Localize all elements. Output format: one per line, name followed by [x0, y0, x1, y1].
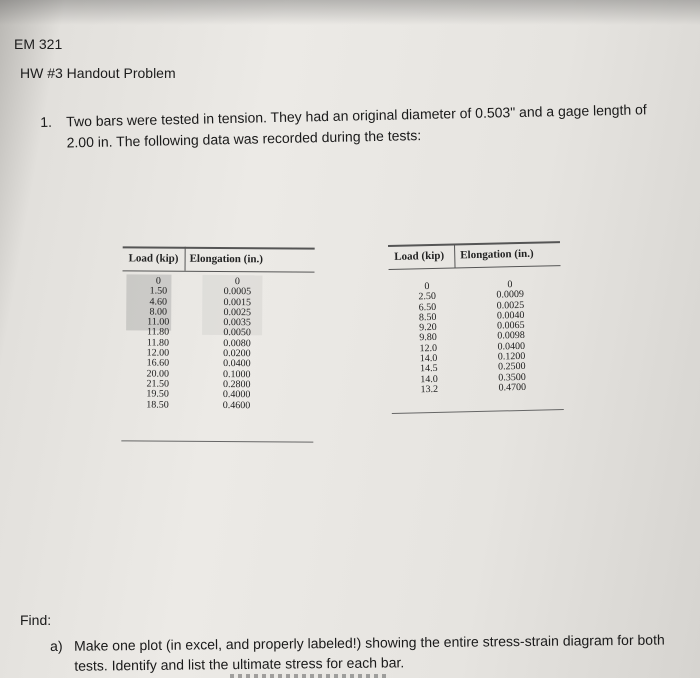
table-cell: 0.2500 — [497, 361, 526, 373]
find-label: Find: — [20, 612, 52, 628]
table-cell: 0.0400 — [497, 340, 526, 353]
table-cell: 11.80 — [146, 326, 170, 339]
table-cell: 0.0035 — [223, 317, 251, 329]
table-cell: 9.80 — [419, 332, 437, 344]
table-cell: 0.0080 — [223, 337, 251, 350]
table-cell: 9.20 — [419, 322, 437, 334]
table-cell: 0.0200 — [223, 348, 251, 360]
table-cell: 0.0065 — [496, 320, 525, 332]
table-cell: 0.3500 — [498, 371, 526, 384]
table-cell: 0 — [234, 276, 240, 288]
table-cell: 11.80 — [146, 337, 170, 349]
table-top-rule — [388, 241, 560, 247]
table-cell: 0.2800 — [222, 379, 251, 391]
table-cell: 0.4700 — [498, 381, 527, 394]
table-bottom-rule — [392, 409, 564, 414]
table-cell: 12.00 — [146, 347, 170, 359]
table-cell: 0.0005 — [223, 286, 252, 298]
table-column-divider — [185, 247, 186, 271]
table-cell: 12.0 — [419, 342, 438, 355]
table-top-rule — [123, 246, 315, 249]
cut-off-text — [230, 674, 390, 678]
table-cell: 16.60 — [146, 357, 170, 370]
table-column-load — [407, 282, 450, 396]
question-a-text: Make one plot (in excel, and properly labeled!) showing the entire stress-strain diagram for both tests. Identify and list the ultimate stress for each bar. — [74, 631, 665, 674]
page-shadow — [0, 0, 700, 25]
table-column-elongation — [485, 280, 538, 394]
table-cell: 0.1200 — [497, 350, 526, 363]
data-table-bar-2 — [388, 241, 564, 431]
table-cell: 14.5 — [419, 363, 438, 375]
course-code: EM 321 — [14, 36, 63, 52]
assignment-title: HW #3 Handout Problem — [20, 65, 176, 81]
table-cell: 0.0098 — [497, 330, 525, 343]
table-header-rule — [123, 270, 315, 272]
table-cell: 0.1000 — [223, 368, 251, 380]
table-cell: 13.2 — [420, 383, 439, 396]
table-cell: 21.50 — [146, 378, 170, 390]
problem-1 — [40, 99, 671, 154]
table-cell: 0.0050 — [223, 327, 251, 339]
table-cell: 0.0015 — [223, 296, 252, 308]
question-a — [50, 629, 690, 676]
table-cell: 14.0 — [419, 352, 438, 365]
table-header-load: Load (kip) — [128, 252, 179, 265]
table-cell: 2.50 — [418, 291, 437, 303]
table-header-elongation: Elongation (in.) — [189, 252, 264, 266]
table-column-load — [138, 276, 179, 410]
table-cell: 0 — [507, 279, 513, 291]
question-a-label: a) — [50, 637, 63, 654]
table-column-elongation — [212, 277, 263, 411]
table-cell: 11.00 — [147, 316, 170, 328]
table-header-rule — [389, 265, 561, 270]
table-cell: 18.50 — [146, 399, 169, 411]
table-cell: 0.0009 — [496, 289, 525, 301]
table-cell: 0.0025 — [223, 306, 252, 319]
table-bottom-rule — [121, 440, 313, 442]
data-table-bar-1 — [121, 246, 314, 443]
table-cell: 0 — [155, 275, 161, 287]
table-cell: 0.4000 — [222, 389, 251, 401]
table-cell: 8.00 — [149, 306, 168, 318]
table-cell: 0 — [424, 281, 430, 293]
table-cell: 1.50 — [149, 285, 168, 297]
table-cell: 0.0025 — [496, 299, 525, 312]
table-cell: 20.00 — [146, 368, 170, 380]
table-cell: 14.0 — [420, 373, 438, 385]
problem-1-text: Two bars were tested in tension. They had an original diameter of 0.503" and a gage length of 2.00 in. The following data was recorded during the tests: — [66, 101, 647, 151]
table-header-load: Load (kip) — [394, 249, 445, 263]
table-cell: 0.0400 — [223, 358, 251, 370]
table-column-divider — [454, 243, 456, 267]
table-cell: 19.50 — [146, 388, 169, 400]
table-cell: 0.0040 — [496, 309, 525, 322]
table-cell: 8.50 — [418, 311, 437, 324]
problem-1-number: 1. — [40, 113, 53, 130]
table-cell: 6.50 — [418, 301, 437, 313]
table-header-elongation: Elongation (in.) — [460, 247, 534, 262]
table-cell: 4.60 — [149, 296, 168, 308]
table-cell: 0.4600 — [222, 399, 251, 411]
